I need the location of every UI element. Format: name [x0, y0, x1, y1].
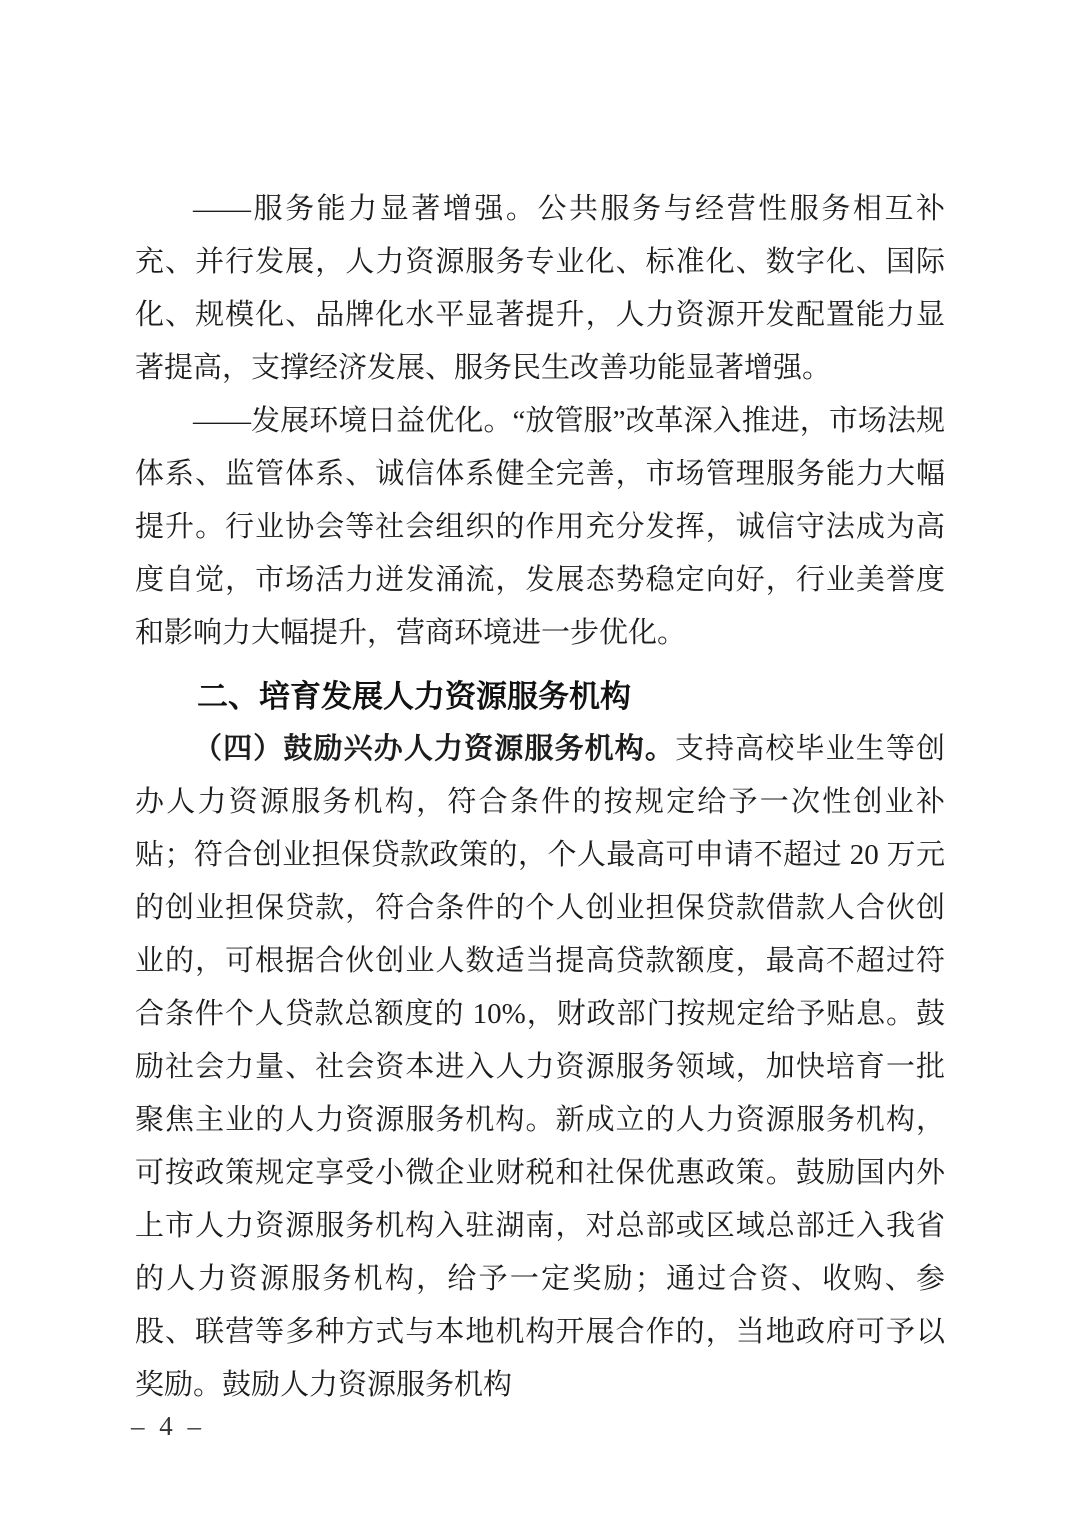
page-number: – 4 –: [131, 1411, 205, 1441]
paragraph-development-environment: ——发展环境日益优化。“放管服”改革深入推进，市场法规体系、监管体系、诚信体系健全完善，市场管理服务能力大幅提升。行业协会等社会组织的作用充分发挥，诚信守法成为高度自觉，市场活力迸发涌流，发展态势稳定向好，行业美誉度和影响力大幅提升，营商环境进一步优化。: [135, 405, 945, 649]
paragraph-encourage-institutions: [135, 723, 945, 1412]
paragraph-lead-emphasis: （四）鼓励兴办人力资源服务机构。: [193, 733, 675, 765]
paragraph-encourage-body-text: 支持高校毕业生等创办人力资源服务机构，符合条件的按规定给予一次性创业补贴；符合创业担保贷款政策的，个人最高可申请不超过 20 万元的创业担保贷款，符合条件的个人创业担保贷款借款人合伙创业的，可根据合伙创业人数适当提高贷款额度，最高不超过符合条件个人贷款总额度的 10%，财政部门按规定给予贴息。鼓励社会力量、社会资本进入人力资源服务领域，加快培育一批聚焦主业的人力资源服务机构。新成立的人力资源服务机构，可按政策规定享受小微企业财税和社保优惠政策。鼓励国内外上市人力资源服务机构入驻湖南，对总部或区域总部迁入我省的人力资源服务机构，给予一定奖励；通过合资、收购、参股、联营等多种方式与本地机构开展合作的，当地政府可予以奖励。鼓励人力资源服务机构: [135, 733, 945, 1401]
paragraph-service-capability: ——服务能力显著增强。公共服务与经营性服务相互补充、并行发展，人力资源服务专业化、标准化、数字化、国际化、规模化、品牌化水平显著提升，人力资源开发配置能力显著提高，支撑经济发展、服务民生改善功能显著增强。: [135, 193, 945, 384]
document-body: [135, 183, 945, 1412]
section-heading: 二、培育发展人力资源服务机构: [197, 679, 631, 714]
